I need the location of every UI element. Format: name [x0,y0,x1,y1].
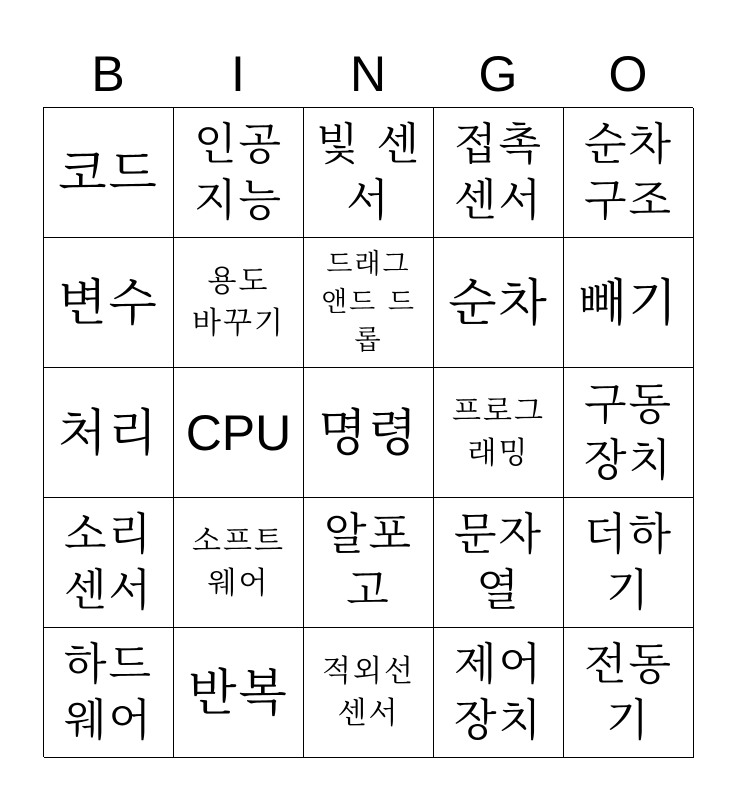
bingo-cell[interactable] [564,368,694,498]
header-letter-o: O [608,46,648,102]
cell-text: 소리 센서 [63,508,153,616]
cell-text: 반복 [188,663,289,722]
bingo-cell[interactable] [564,498,694,628]
cell-text: 명령 [318,403,419,462]
bingo-cell[interactable] [174,498,304,628]
bingo-cell[interactable] [174,368,304,498]
bingo-cell[interactable] [434,238,564,368]
bingo-cell[interactable] [44,628,174,758]
cell-text: 더하 기 [583,508,673,616]
bingo-cell[interactable] [174,108,304,238]
cell-text: 빛 센 서 [316,118,421,226]
header-letter-n: N [349,46,387,102]
cell-text: 빼기 [578,273,679,332]
bingo-cell[interactable] [434,628,564,758]
cell-text: 적외선 센서 [322,653,415,731]
bingo-cell[interactable] [44,108,174,238]
cell-text: 인공 지능 [193,118,283,226]
cell-text: 하드 웨어 [63,638,153,746]
cell-text: 코드 [58,143,159,202]
cell-text: 변수 [58,273,159,332]
cell-text: CPU [185,404,292,461]
bingo-cell[interactable] [434,498,564,628]
bingo-cell[interactable] [304,108,434,238]
cell-text: 순차 구조 [583,118,673,226]
cell-text: 문자 열 [453,508,543,616]
bingo-cell[interactable] [44,498,174,628]
bingo-grid [43,107,693,757]
cell-text: 전동 기 [583,638,673,746]
bingo-cell[interactable] [304,368,434,498]
cell-text: 순차 [448,273,549,332]
cell-text: 알포 고 [323,508,413,616]
header-letter-i: I [231,46,245,102]
bingo-header [43,44,693,104]
cell-text: 용도 바꾸기 [192,263,285,341]
cell-text: 처리 [58,403,159,462]
cell-text: 접촉 센서 [453,118,543,226]
bingo-cell[interactable] [564,628,694,758]
bingo-cell[interactable] [44,368,174,498]
bingo-cell[interactable] [564,238,694,368]
bingo-cell[interactable] [434,368,564,498]
header-letter-b: B [91,46,125,102]
header-letter-g: G [478,46,518,102]
bingo-cell[interactable] [174,238,304,368]
bingo-cell[interactable] [434,108,564,238]
bingo-cell[interactable] [304,498,434,628]
bingo-cell[interactable] [304,628,434,758]
bingo-cell[interactable] [174,628,304,758]
cell-text: 소프트 웨어 [192,523,285,601]
cell-text: 드래그 앤드 드 롭 [321,248,416,356]
cell-text: 프로그 래밍 [452,393,545,471]
bingo-cell[interactable] [304,238,434,368]
cell-text: 제어 장치 [453,638,543,746]
bingo-cell[interactable] [44,238,174,368]
cell-text: 구동 장치 [583,378,673,486]
bingo-cell[interactable] [564,108,694,238]
